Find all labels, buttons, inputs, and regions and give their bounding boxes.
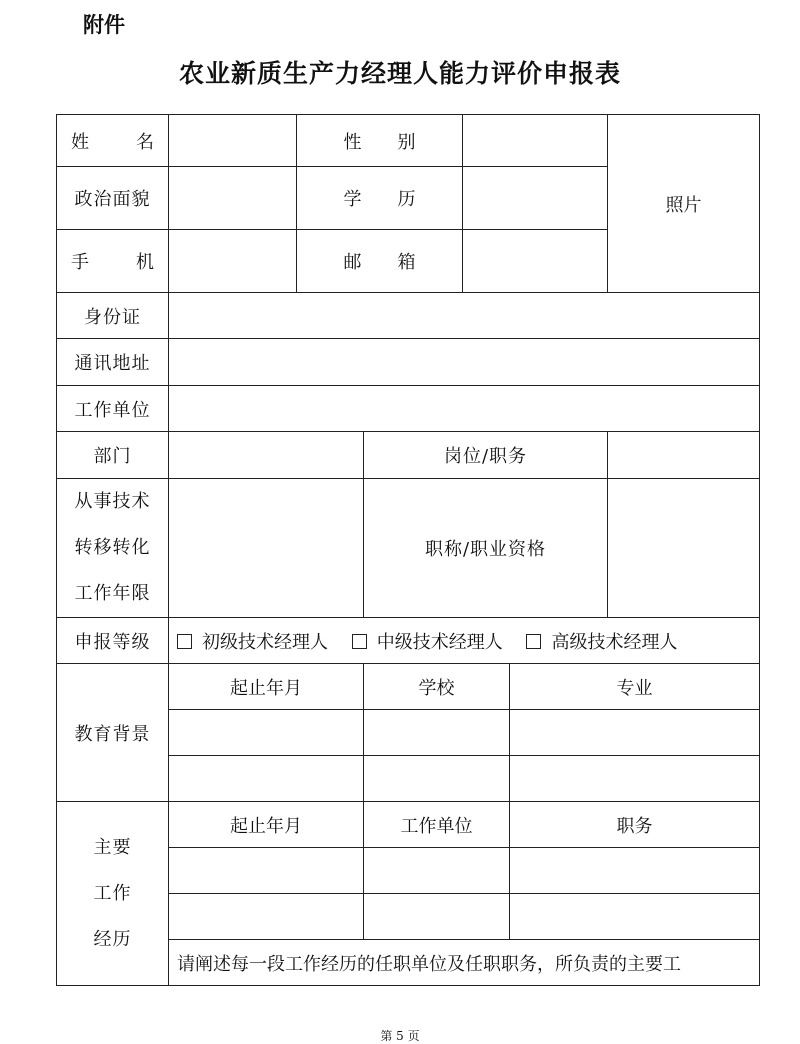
work-cell[interactable]: [510, 894, 760, 940]
edu-cell[interactable]: [169, 756, 364, 802]
work-cell[interactable]: [169, 848, 364, 894]
id-card-label: 身份证: [57, 293, 169, 339]
work-history-label: 主要 工作 经历: [57, 802, 169, 986]
address-input[interactable]: [169, 339, 760, 386]
edu-cell[interactable]: [510, 756, 760, 802]
edu-cell[interactable]: [169, 710, 364, 756]
name-input[interactable]: [169, 115, 297, 167]
department-input[interactable]: [169, 432, 364, 479]
years-label: 从事技术 转移转化 工作年限: [57, 479, 169, 618]
work-cell[interactable]: [169, 894, 364, 940]
page-number: 第 5 页: [380, 1029, 420, 1043]
checkbox-icon[interactable]: [177, 634, 192, 649]
level-option-junior[interactable]: 初级技术经理人: [177, 632, 328, 653]
gender-label: 性 别: [297, 115, 463, 167]
phone-input[interactable]: [169, 230, 297, 293]
gender-input[interactable]: [463, 115, 608, 167]
edu-cell[interactable]: [510, 710, 760, 756]
department-label: 部门: [57, 432, 169, 479]
checkbox-icon[interactable]: [352, 634, 367, 649]
education-bg-label: 教育背景: [57, 664, 169, 802]
photo-box[interactable]: 照片: [608, 115, 760, 293]
education-input[interactable]: [463, 167, 608, 230]
edu-cell[interactable]: [364, 710, 510, 756]
edu-cell[interactable]: [364, 756, 510, 802]
email-label: 邮 箱: [297, 230, 463, 293]
attachment-label: 附件: [83, 13, 125, 37]
checkbox-icon[interactable]: [526, 634, 541, 649]
level-option-senior[interactable]: 高级技术经理人: [526, 632, 677, 653]
work-cell[interactable]: [364, 848, 510, 894]
education-label: 学 历: [297, 167, 463, 230]
work-header-period: 起止年月: [169, 802, 364, 848]
level-options: [169, 618, 760, 664]
email-input[interactable]: [463, 230, 608, 293]
work-header-duty: 职务: [510, 802, 760, 848]
employer-input[interactable]: [169, 386, 760, 432]
years-input[interactable]: [169, 479, 364, 618]
title-cert-label: 职称/职业资格: [364, 479, 608, 618]
position-label: 岗位/职务: [364, 432, 608, 479]
form-title: 农业新质生产力经理人能力评价申报表: [178, 59, 621, 88]
level-option-intermediate[interactable]: 中级技术经理人: [352, 632, 503, 653]
title-cert-input[interactable]: [608, 479, 760, 618]
application-form-table: [56, 114, 760, 986]
work-cell[interactable]: [510, 848, 760, 894]
edu-header-major: 专业: [510, 664, 760, 710]
work-history-note: 请阐述每一段工作经历的任职单位及任职职务，所负责的主要工: [169, 940, 760, 986]
edu-header-period: 起止年月: [169, 664, 364, 710]
level-label: 申报等级: [57, 618, 169, 664]
political-input[interactable]: [169, 167, 297, 230]
phone-label: 手 机: [57, 230, 169, 293]
name-label: 姓 名: [57, 115, 169, 167]
position-input[interactable]: [608, 432, 760, 479]
work-cell[interactable]: [364, 894, 510, 940]
employer-label: 工作单位: [57, 386, 169, 432]
work-header-employer: 工作单位: [364, 802, 510, 848]
address-label: 通讯地址: [57, 339, 169, 386]
id-card-input[interactable]: [169, 293, 760, 339]
edu-header-school: 学校: [364, 664, 510, 710]
political-label: 政治面貌: [57, 167, 169, 230]
